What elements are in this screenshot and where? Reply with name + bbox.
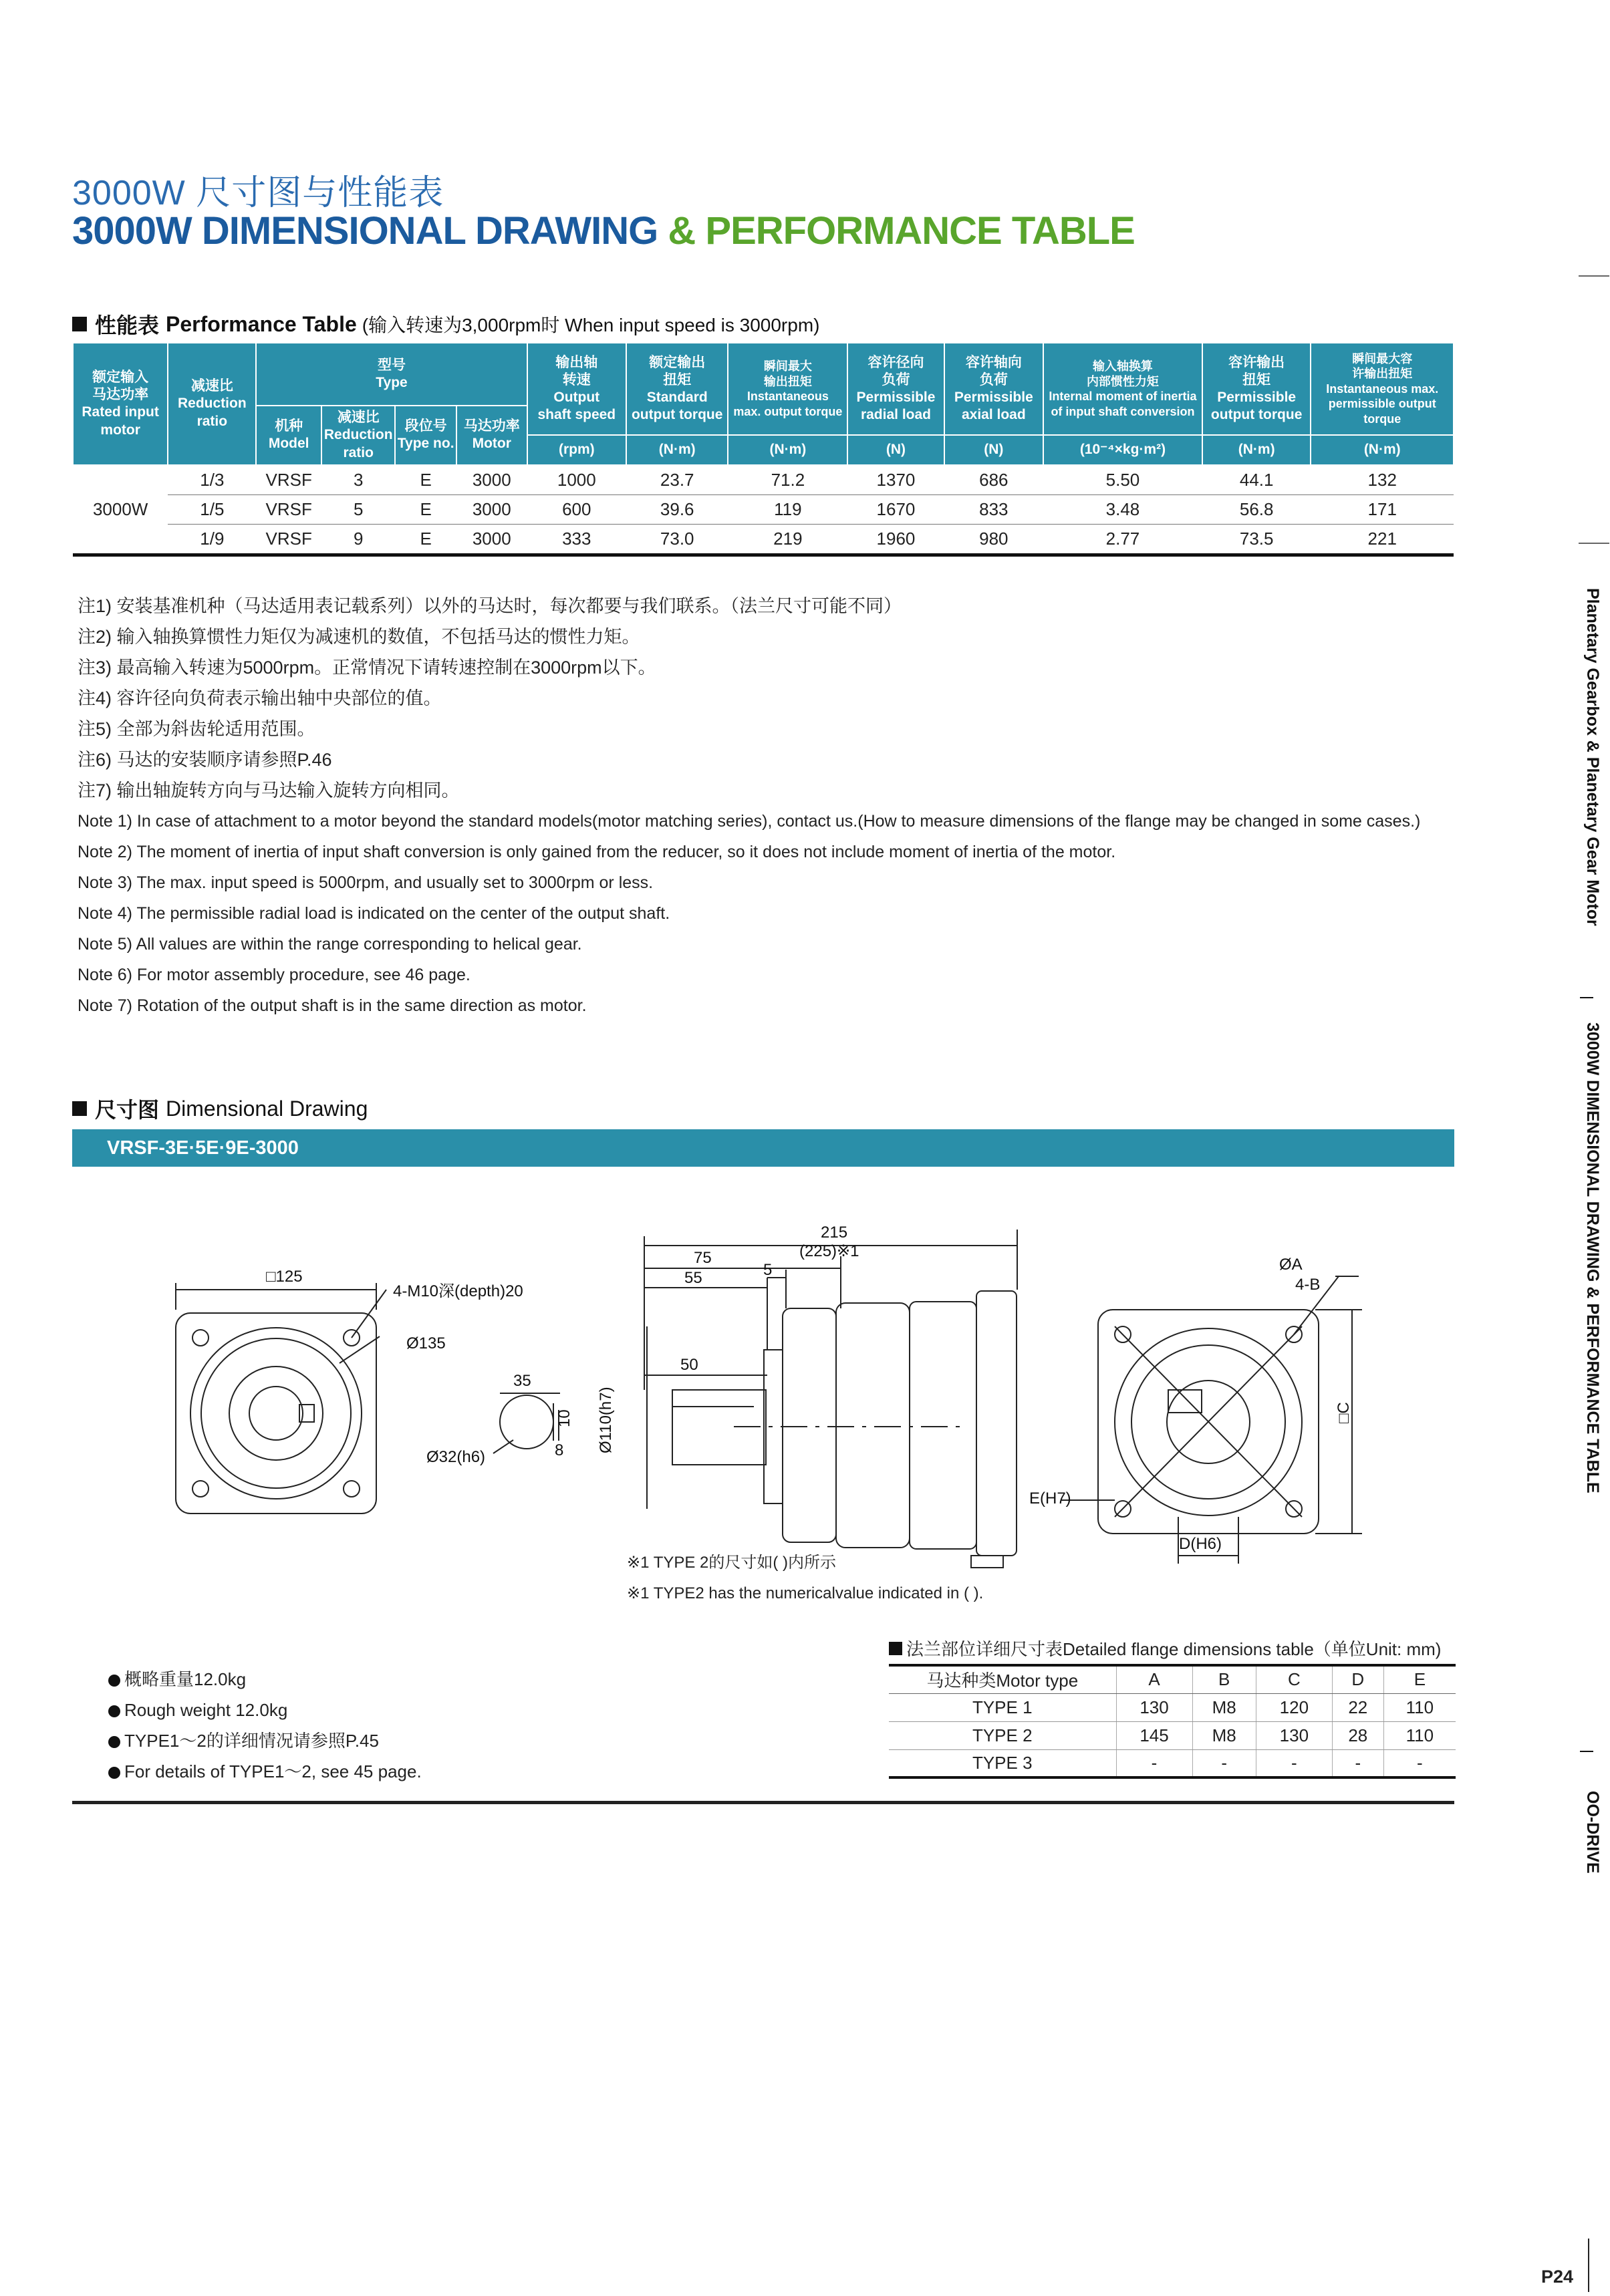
perf-label-cn: 性能表 bbox=[95, 313, 160, 337]
flange-cell: 22 bbox=[1332, 1693, 1383, 1721]
flange-cell: TYPE 3 bbox=[889, 1749, 1116, 1777]
header-motor: 马达功率 Motor bbox=[456, 406, 527, 465]
cell-axial: 686 bbox=[944, 465, 1043, 495]
cell-axial: 833 bbox=[944, 494, 1043, 524]
cell-perm: 73.5 bbox=[1202, 524, 1311, 555]
cell-ratio: 1/9 bbox=[168, 524, 256, 555]
note-item: Note 7) Rotation of the output shaft is in the same direction as motor. bbox=[78, 996, 587, 1015]
cell-r: 9 bbox=[321, 524, 395, 555]
title-en-part1: 3000W DIMENSIONAL DRAWING bbox=[72, 209, 658, 253]
bullet-icon bbox=[108, 1675, 120, 1687]
header-rated: 额定输入 马达功率 Rated input motor bbox=[73, 343, 168, 465]
note-item: 注2) 输入轴换算惯性力矩仅为减速机的数值，不包括马达的惯性力矩。 bbox=[78, 627, 640, 647]
cell-ratio: 1/3 bbox=[168, 465, 256, 495]
header-ratio: 减速比 Reduction ratio bbox=[168, 343, 256, 465]
cell-speed: 1000 bbox=[527, 465, 626, 495]
flange-cell: - bbox=[1192, 1749, 1256, 1777]
flange-row bbox=[889, 1721, 1456, 1749]
header-inst-perm: 瞬间最大容 许输出扭矩 Instantaneous max. permissible output torque bbox=[1311, 343, 1454, 435]
header-type-ratio: 减速比 Reduction ratio bbox=[321, 406, 395, 465]
cell-r: 3 bbox=[321, 465, 395, 495]
cell-torque: 23.7 bbox=[626, 465, 728, 495]
side-divider bbox=[1580, 1751, 1593, 1752]
note-item: Note 4) The permissible radial load is indicated on the center of the output shaft. bbox=[78, 904, 670, 923]
label-d110: Ø110(h7) bbox=[597, 1387, 615, 1453]
note-item: Note 6) For motor assembly procedure, see 46 page. bbox=[78, 966, 471, 984]
cell-motor: 3000 bbox=[456, 524, 527, 555]
header-speed: 输出轴 转速 Output shaft speed bbox=[527, 343, 626, 435]
cell-speed: 333 bbox=[527, 524, 626, 555]
title-en-part2: & PERFORMANCE TABLE bbox=[668, 209, 1135, 253]
label-4b: 4-B bbox=[1295, 1276, 1321, 1294]
unit-radial: (N) bbox=[847, 435, 944, 464]
cell-model: VRSF bbox=[256, 494, 321, 524]
flange-cell: M8 bbox=[1192, 1693, 1256, 1721]
label-k35: 35 bbox=[513, 1372, 531, 1390]
header-type: 型号 Type bbox=[256, 343, 527, 406]
label-k10: 10 bbox=[555, 1409, 573, 1427]
flange-cell: TYPE 2 bbox=[889, 1721, 1116, 1749]
weight-note-text: 概略重量12.0kg bbox=[124, 1669, 247, 1689]
perf-section-heading bbox=[72, 309, 819, 339]
note-item: 注7) 输出轴旋转方向与马达输入旋转方向相同。 bbox=[78, 780, 460, 801]
weight-note bbox=[108, 1725, 422, 1756]
label-d32: Ø32(h6) bbox=[426, 1448, 486, 1466]
unit-perm-torque: (N·m) bbox=[1202, 435, 1311, 464]
note-item: 注1) 安装基准机种（马达适用表记载系列）以外的马达时，每次都要与我们联系。（法兰尺寸可能不同） bbox=[78, 596, 902, 616]
weight-note bbox=[108, 1756, 422, 1787]
flange-cell: 145 bbox=[1116, 1721, 1192, 1749]
label-l225: (225)※1 bbox=[799, 1242, 859, 1260]
header-inst: 瞬间最大 输出扭矩 Instantaneous max. output torque bbox=[728, 343, 847, 435]
type-notes bbox=[627, 1548, 983, 1609]
cell-perm: 44.1 bbox=[1202, 465, 1311, 495]
bottom-divider bbox=[72, 1801, 1454, 1804]
unit-torque: (N·m) bbox=[626, 435, 728, 464]
side-tab-text-2: 3000W DIMENSIONAL DRAWING & PERFORMANCE TABLE bbox=[1583, 1022, 1602, 1493]
cell-inst-perm: 221 bbox=[1311, 524, 1454, 555]
cell-type: E bbox=[395, 494, 456, 524]
cell-inst-perm: 132 bbox=[1311, 465, 1454, 495]
side-tab-text-3: OO-DRIVE bbox=[1583, 1791, 1602, 1874]
flange-cell: 110 bbox=[1383, 1693, 1456, 1721]
label-l75: 75 bbox=[694, 1249, 712, 1267]
label-da: ØA bbox=[1279, 1256, 1303, 1274]
header-torque: 额定输出 扭矩 Standard output torque bbox=[626, 343, 728, 435]
weight-notes bbox=[108, 1664, 422, 1787]
side-tab-text-1: Planetary Gearbox & Planetary Gear Motor bbox=[1583, 588, 1602, 926]
bullet-icon bbox=[108, 1736, 120, 1748]
note-item: Note 1) In case of attachment to a motor beyond the standard models(motor matching series), contact us.(How to measure dimensions of the flange may be changed in some cases.) bbox=[78, 812, 1421, 831]
note-item: Note 5) All values are within the range corresponding to helical gear. bbox=[78, 935, 582, 954]
page-number: P24 bbox=[1541, 2267, 1574, 2287]
label-k8: 8 bbox=[555, 1441, 564, 1459]
cell-model: VRSF bbox=[256, 465, 321, 495]
unit-speed: (rpm) bbox=[527, 435, 626, 464]
weight-note bbox=[108, 1695, 422, 1725]
dim-label-cn: 尺寸图 bbox=[95, 1098, 160, 1122]
label-sqc: □C bbox=[1335, 1402, 1353, 1423]
weight-note bbox=[108, 1664, 422, 1695]
cell-torque: 73.0 bbox=[626, 524, 728, 555]
performance-table bbox=[72, 342, 1454, 557]
header-model: 机种 Model bbox=[256, 406, 321, 465]
note-item: Note 3) The max. input speed is 5000rpm, and usually set to 3000rpm or less. bbox=[78, 873, 654, 892]
table-row bbox=[73, 524, 1454, 555]
label-l55: 55 bbox=[684, 1269, 702, 1287]
flange-cell: - bbox=[1332, 1749, 1383, 1777]
unit-inertia: (10⁻⁴×kg·m²) bbox=[1043, 435, 1202, 464]
label-m10: 4-M10深(depth)20 bbox=[393, 1282, 523, 1300]
page-number-rule bbox=[1588, 2239, 1589, 2292]
side-divider bbox=[1579, 275, 1609, 277]
flange-row bbox=[889, 1693, 1456, 1721]
flange-cell: 110 bbox=[1383, 1721, 1456, 1749]
label-l5: 5 bbox=[763, 1261, 773, 1279]
cell-type: E bbox=[395, 524, 456, 555]
dim-label-en: Dimensional Drawing bbox=[166, 1096, 368, 1121]
notes-list bbox=[78, 591, 1481, 1021]
weight-note-text: Rough weight 12.0kg bbox=[124, 1700, 288, 1720]
cell-ratio: 1/5 bbox=[168, 494, 256, 524]
side-divider bbox=[1579, 543, 1609, 544]
flange-cell: M8 bbox=[1192, 1721, 1256, 1749]
cell-model: VRSF bbox=[256, 524, 321, 555]
flange-cell: - bbox=[1383, 1749, 1456, 1777]
weight-note-text: For details of TYPE1～2, see 45 page. bbox=[124, 1761, 422, 1781]
table-row bbox=[73, 465, 1454, 495]
cell-torque: 39.6 bbox=[626, 494, 728, 524]
side-tab bbox=[1577, 588, 1610, 1898]
note-item: Note 2) The moment of inertia of input shaft conversion is only gained from the reducer, so it does not include moment of inertia of the motor. bbox=[78, 843, 1116, 861]
bullet-icon bbox=[108, 1705, 120, 1717]
label-d135: Ø135 bbox=[406, 1334, 446, 1352]
square-bullet-icon bbox=[889, 1642, 902, 1655]
label-l215: 215 bbox=[821, 1224, 848, 1242]
cell-inst-perm: 171 bbox=[1311, 494, 1454, 524]
cell-r: 5 bbox=[321, 494, 395, 524]
cell-inertia: 2.77 bbox=[1043, 524, 1202, 555]
cell-perm: 56.8 bbox=[1202, 494, 1311, 524]
flange-table-title bbox=[889, 1636, 1441, 1661]
header-radial: 容许径向 负荷 Permissible radial load bbox=[847, 343, 944, 435]
bullet-icon bbox=[108, 1767, 120, 1779]
side-divider bbox=[1580, 997, 1593, 998]
page-title-en bbox=[72, 208, 1135, 253]
flange-header: D bbox=[1332, 1665, 1383, 1693]
type-note: ※1 TYPE 2的尺寸如( )内所示 bbox=[627, 1554, 837, 1572]
cell-speed: 600 bbox=[527, 494, 626, 524]
header-type-no: 段位号 Type no. bbox=[395, 406, 456, 465]
weight-note-text: TYPE1～2的详细情况请参照P.45 bbox=[124, 1731, 379, 1751]
cell-type: E bbox=[395, 465, 456, 495]
cell-motor: 3000 bbox=[456, 494, 527, 524]
cell-inertia: 3.48 bbox=[1043, 494, 1202, 524]
flange-title-text: 法兰部位详细尺寸表Detailed flange dimensions table（单位Unit: mm) bbox=[906, 1639, 1442, 1659]
gearbox-body bbox=[783, 1308, 836, 1542]
square-bullet-icon bbox=[72, 317, 87, 331]
type-note: ※1 TYPE2 has the numericalvalue indicated in ( ). bbox=[627, 1584, 984, 1602]
cell-axial: 980 bbox=[944, 524, 1043, 555]
perf-label-en: Performance Table bbox=[166, 311, 357, 336]
flange-header: A bbox=[1116, 1665, 1192, 1693]
perf-note: (输入转速为3,000rpm时 When input speed is 3000rpm) bbox=[362, 315, 820, 335]
flange-cell: - bbox=[1116, 1749, 1192, 1777]
square-bullet-icon bbox=[72, 1101, 87, 1116]
cell-radial: 1670 bbox=[847, 494, 944, 524]
flange-header: 马达种类Motor type bbox=[889, 1665, 1116, 1693]
model-bar: VRSF-3E·5E·9E-3000 bbox=[72, 1129, 1454, 1167]
label-l50: 50 bbox=[680, 1356, 698, 1374]
header-inertia: 输入轴换算 内部惯性力矩 Internal moment of inertia of input shaft conversion bbox=[1043, 343, 1202, 435]
flange-row bbox=[889, 1749, 1456, 1777]
unit-axial: (N) bbox=[944, 435, 1043, 464]
note-item: 注5) 全部为斜齿轮适用范围。 bbox=[78, 719, 315, 739]
cell-inst: 119 bbox=[728, 494, 847, 524]
flange-cell: 120 bbox=[1256, 1693, 1332, 1721]
flange-cell: TYPE 1 bbox=[889, 1693, 1116, 1721]
table-row bbox=[73, 494, 1454, 524]
cell-radial: 1370 bbox=[847, 465, 944, 495]
header-perm-torque: 容许输出 扭矩 Permissible output torque bbox=[1202, 343, 1311, 435]
flange-header: B bbox=[1192, 1665, 1256, 1693]
cell-inst: 219 bbox=[728, 524, 847, 555]
cell-inertia: 5.50 bbox=[1043, 465, 1202, 495]
cell-inst: 71.2 bbox=[728, 465, 847, 495]
label-sq125: □125 bbox=[266, 1268, 303, 1286]
flange-cell: 28 bbox=[1332, 1721, 1383, 1749]
flange-cell: 130 bbox=[1256, 1721, 1332, 1749]
flange-cell: - bbox=[1256, 1749, 1332, 1777]
note-item: 注4) 容许径向负荷表示输出轴中央部位的值。 bbox=[78, 688, 442, 708]
unit-inst-perm: (N·m) bbox=[1311, 435, 1454, 464]
note-item: 注6) 马达的安装顺序请参照P.46 bbox=[78, 750, 332, 770]
flange-cell: 130 bbox=[1116, 1693, 1192, 1721]
flange-header: C bbox=[1256, 1665, 1332, 1693]
label-eh7: E(H7) bbox=[1029, 1489, 1071, 1508]
cell-motor: 3000 bbox=[456, 465, 527, 495]
flange-header: E bbox=[1383, 1665, 1456, 1693]
flange-table bbox=[889, 1664, 1456, 1779]
label-dh6: D(H6) bbox=[1179, 1535, 1222, 1553]
header-axial: 容许轴向 负荷 Permissible axial load bbox=[944, 343, 1043, 435]
unit-inst: (N·m) bbox=[728, 435, 847, 464]
cell-radial: 1960 bbox=[847, 524, 944, 555]
page-title-cn: 3000W 尺寸图与性能表 bbox=[72, 174, 444, 212]
rated-cell: 3000W bbox=[73, 465, 168, 555]
note-item: 注3) 最高输入转速为5000rpm。正常情况下请转速控制在3000rpm以下。 bbox=[78, 658, 656, 678]
dim-section-heading bbox=[72, 1093, 368, 1124]
